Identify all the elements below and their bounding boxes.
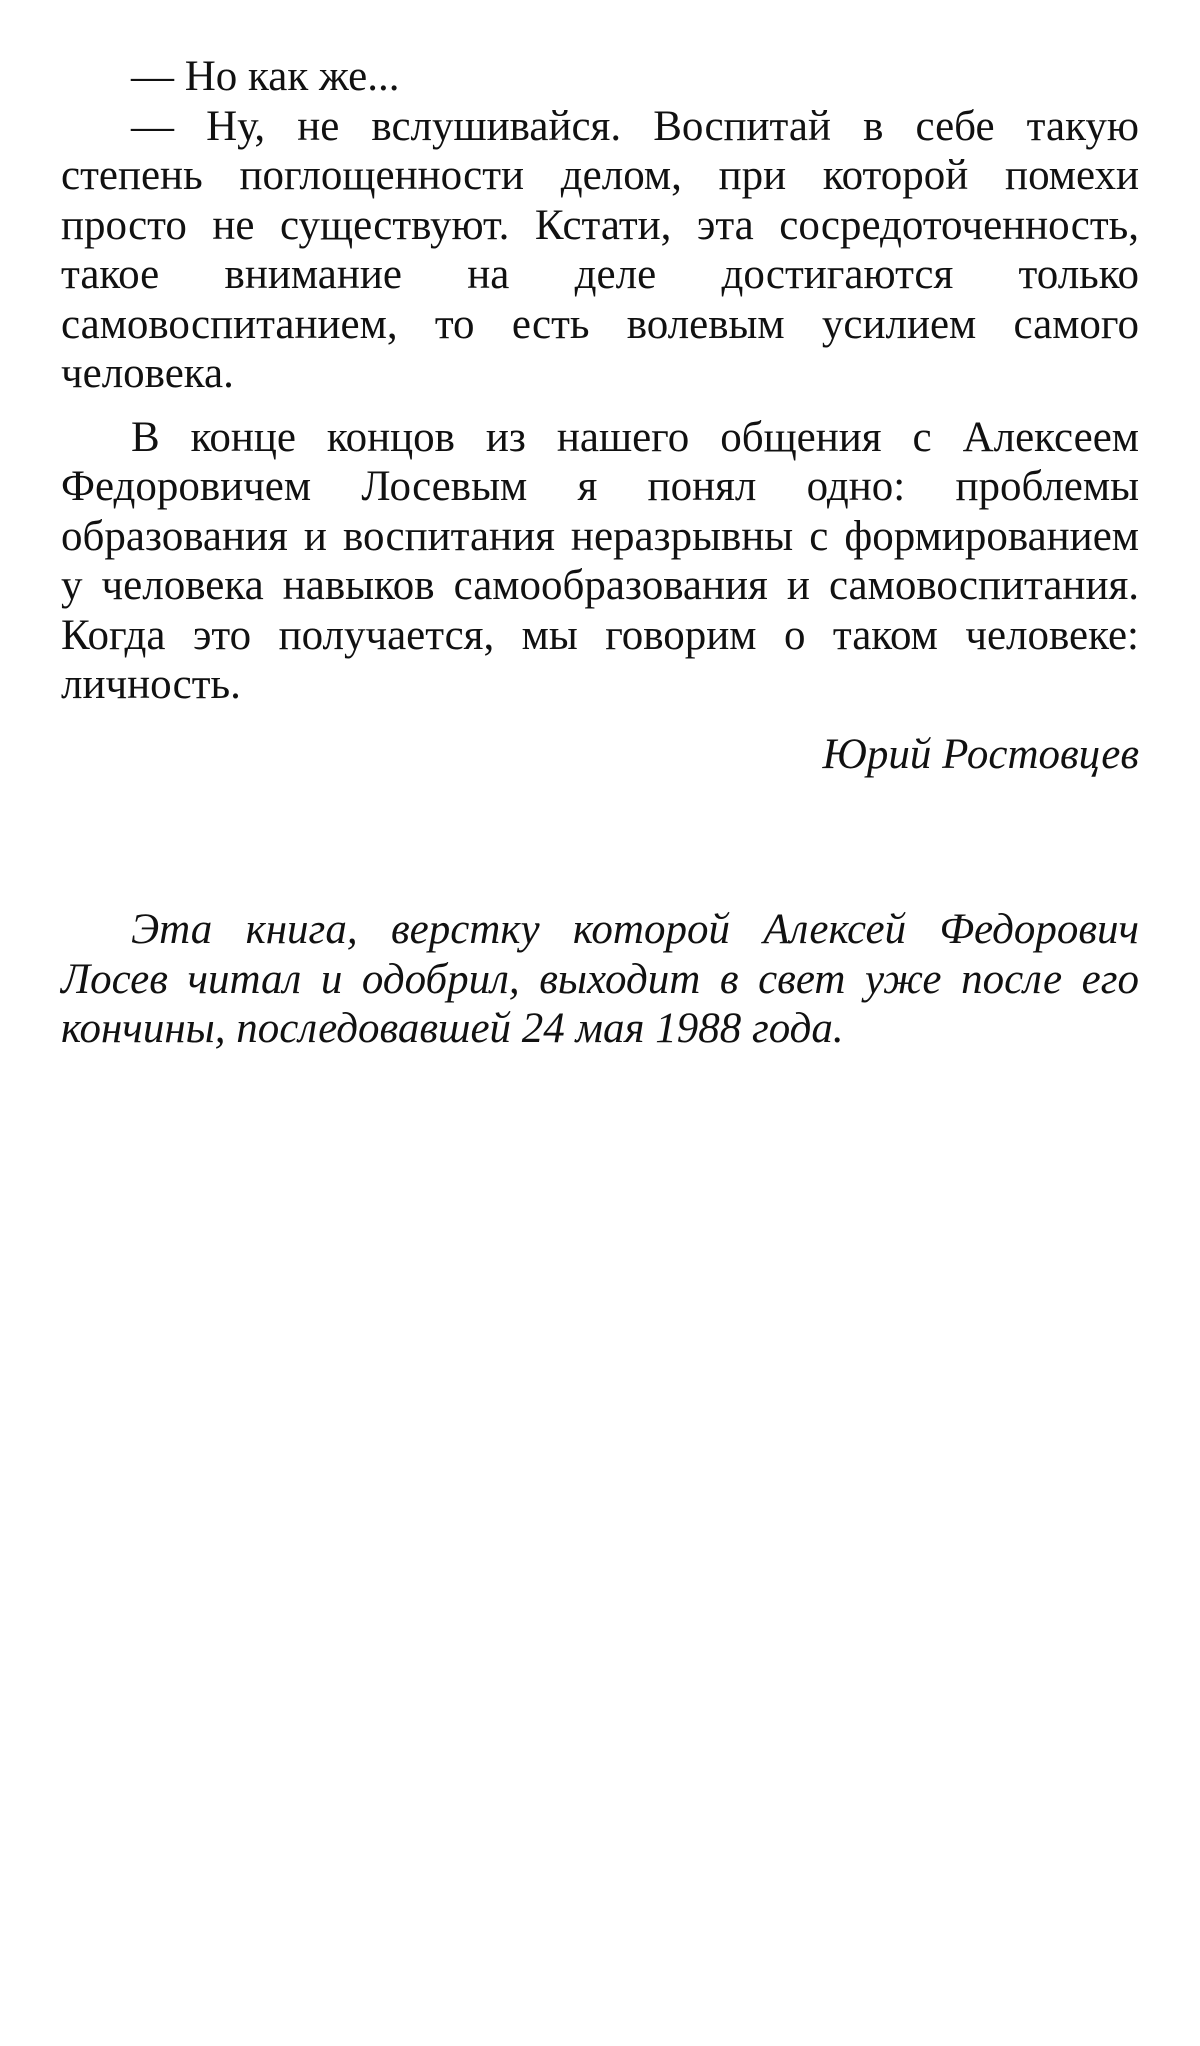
dialogue-line-2: — Ну, не вслушивайся. Воспитай в себе такую степень поглощенности делом, при которой помехи просто не существуют. Кстати, эта сосредоточенность, такое внимание на деле достигаются только самовоспитанием, то есть волевым усилием самого человека. <box>61 102 1139 397</box>
document-page <box>61 52 1139 1054</box>
dialogue-line-1: — Но как же... <box>131 53 400 100</box>
publication-note: Эта книга, верстку которой Алексей Федорович Лосев читал и одобрил, выходит в свет уже после его кончины, последовавшей 24 мая 1988 года. <box>61 906 1139 1052</box>
conclusion-paragraph: В конце концов из нашего общения с Алексеем Федоровичем Лосевым я понял одно: проблемы образования и воспитания неразрывны с формированием у человека навыков самообразования и самовоспитания. Когда это получается, мы говорим о таком человеке: личность. <box>61 413 1139 708</box>
author-signature: Юрий Ростовцев <box>822 730 1139 778</box>
